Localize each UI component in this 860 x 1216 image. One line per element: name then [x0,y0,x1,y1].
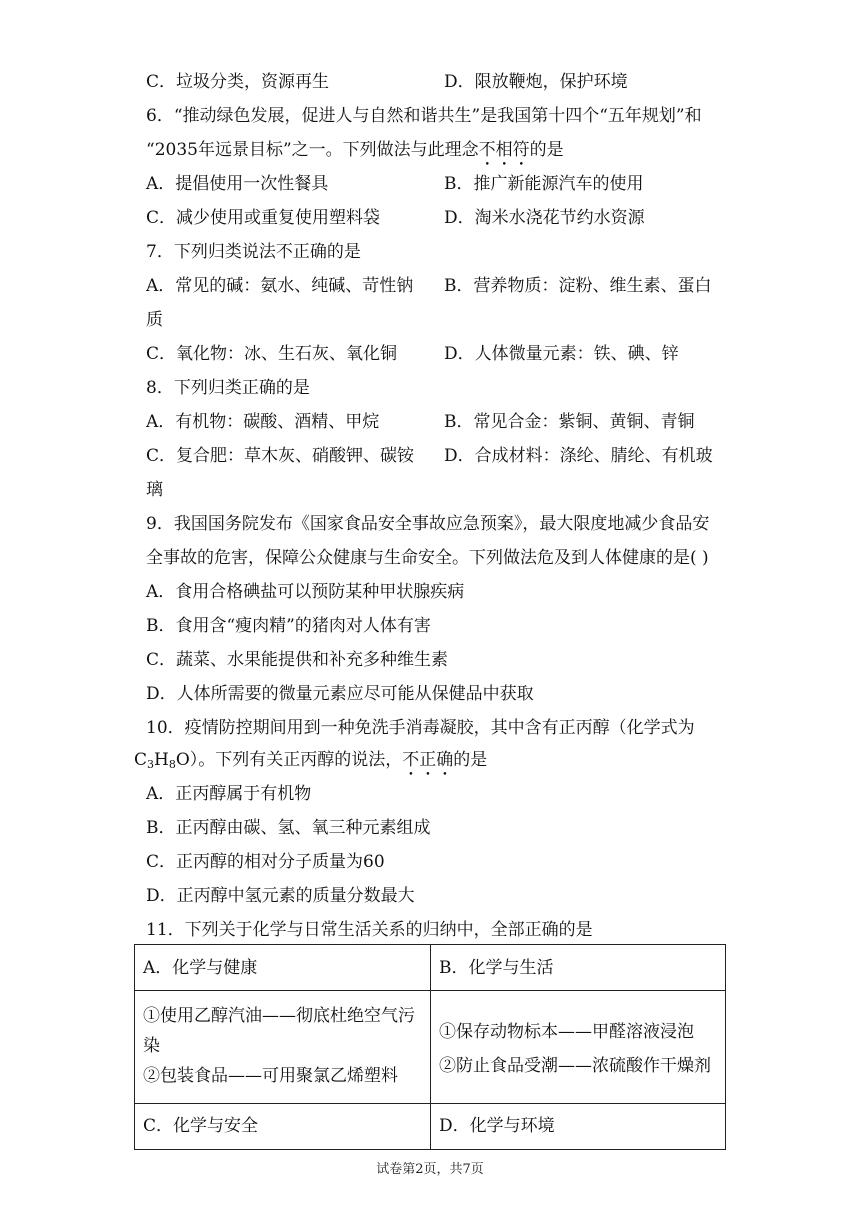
cell-a-head[interactable]: A．化学与健康 [143,958,258,978]
page-footer: 试卷第2页，共7页 [376,1162,484,1177]
q6-option-b[interactable]: B．推广新能源汽车的使用 [444,174,644,194]
q9-option-d[interactable]: D．人体所需要的微量元素应尽可能从保健品中获取 [146,684,534,704]
q8-option-c[interactable]: C．复合肥：草木灰、硝酸钾、碳铵 [146,446,415,466]
q10-stem-line2-post: ）。下列有关正丙醇的说法， [189,750,403,770]
q10-option-b[interactable]: B．正丙醇由碳、氢、氧三种元素组成 [146,818,431,838]
q6-option-a[interactable]: A．提倡使用一次性餐具 [146,174,329,194]
cell-d-head[interactable]: D．化学与环境 [439,1116,555,1136]
q9-option-c[interactable]: C．蔬菜、水果能提供和补充多种维生素 [146,650,449,670]
q6-stem-line1: 6．“推动绿色发展，促进人与自然和谐共生”是我国第十四个“五年规划”和 [146,106,702,126]
q8-options-cd [146,443,746,469]
q7-options-ab [146,273,746,299]
q9-option-b[interactable]: B．食用含“瘦肉精”的猪肉对人体有害 [146,616,431,636]
cell-b-line2: ②防止食品受潮——浓硫酸作干燥剂 [439,1056,711,1076]
q8-options-ab [146,409,746,435]
q10-emphasis: 不正确 [402,750,454,770]
formula-c: C [134,750,148,770]
q10-option-c[interactable]: C．正丙醇的相对分子质量为60 [146,852,385,872]
q6-option-c[interactable]: C．减少使用或重复使用塑料袋 [146,208,381,228]
formula-h-sub: 8 [168,758,176,771]
q5-option-d[interactable]: D．限放鞭炮，保护环境 [444,72,628,92]
q5-options-cd [146,69,746,95]
q7-option-a[interactable]: A．常见的碱：氨水、纯碱、苛性钠 [146,276,414,296]
q10-stem-line2-end: 的是 [453,750,488,770]
q6-stem-line2 [146,137,746,163]
q10-stem-line1: 10．疫情防控期间用到一种免洗手消毒凝胶，其中含有正丙醇（化学式为 [146,718,695,738]
cell-c-head[interactable]: C．化学与安全 [143,1116,259,1136]
q5-option-c[interactable]: C．垃圾分类，资源再生 [146,72,330,92]
q6-option-d[interactable]: D．淘米水浇花节约水资源 [444,208,645,228]
cell-a-line2: 染 [143,1036,160,1056]
table-divider-row1 [135,990,725,991]
q6-options-cd [146,205,746,231]
q6-options-ab [146,171,746,197]
q8-option-b[interactable]: B．常见合金：紫铜、黄铜、青铜 [444,412,695,432]
q8-option-a[interactable]: A．有机物：碳酸、酒精、甲烷 [146,412,380,432]
q7-stem: 7．下列归类说法不正确的是 [146,242,361,262]
q8-stem: 8．下列归类正确的是 [146,378,310,398]
q8-option-d[interactable]: D．合成材料：涤纶、腈纶、有机玻 [444,446,713,466]
q6-emphasis: 不相符 [478,140,530,160]
formula-h: H [154,750,169,770]
formula-o: O [175,750,190,770]
q6-stem-line2-pre: “2035年远景目标”之一。下列做法与此理念 [146,140,479,160]
q9-stem-line1: 9．我国国务院发布《国家食品安全事故应急预案》，最大限度地减少食品安 [146,514,710,534]
q10-option-d[interactable]: D．正丙醇中氢元素的质量分数最大 [146,886,415,906]
q9-stem-line2: 全事故的危害，保障公众健康与生命安全。下列做法危及到人体健康的是( ) [146,548,709,568]
cell-b-body [431,1015,726,1083]
q11-table [134,944,726,1150]
cell-b-line1: ①保存动物标本——甲醛溶液浸泡 [439,1022,694,1042]
q10-option-a[interactable]: A．正丙醇属于有机物 [146,784,312,804]
q7-option-b[interactable]: B．营养物质：淀粉、维生素、蛋白 [444,276,712,296]
q7-option-c[interactable]: C．氧化物：冰、生石灰、氧化铜 [146,344,398,364]
q7-options-cd [146,341,746,367]
q10-stem-line2 [134,747,734,773]
cell-a-line3: ②包装食品——可用聚氯乙烯塑料 [143,1066,398,1086]
cell-a-body [135,1001,430,1091]
q8-option-d-wrap: 璃 [146,480,163,500]
q11-stem: 11．下列关于化学与日常生活关系的归纳中，全部正确的是 [146,920,593,940]
q7-option-b-wrap: 质 [146,310,163,330]
q6-stem-line2-post: 的是 [529,140,564,160]
q9-option-a[interactable]: A．食用合格碘盐可以预防某种甲状腺疾病 [146,582,465,602]
formula-c-sub: 3 [147,758,155,771]
cell-b-head[interactable]: B．化学与生活 [439,958,554,978]
q7-option-d[interactable]: D．人体微量元素：铁、碘、锌 [444,344,679,364]
table-divider-row2 [135,1103,725,1104]
cell-a-line1: ①使用乙醇汽油——彻底杜绝空气污 [143,1006,415,1026]
